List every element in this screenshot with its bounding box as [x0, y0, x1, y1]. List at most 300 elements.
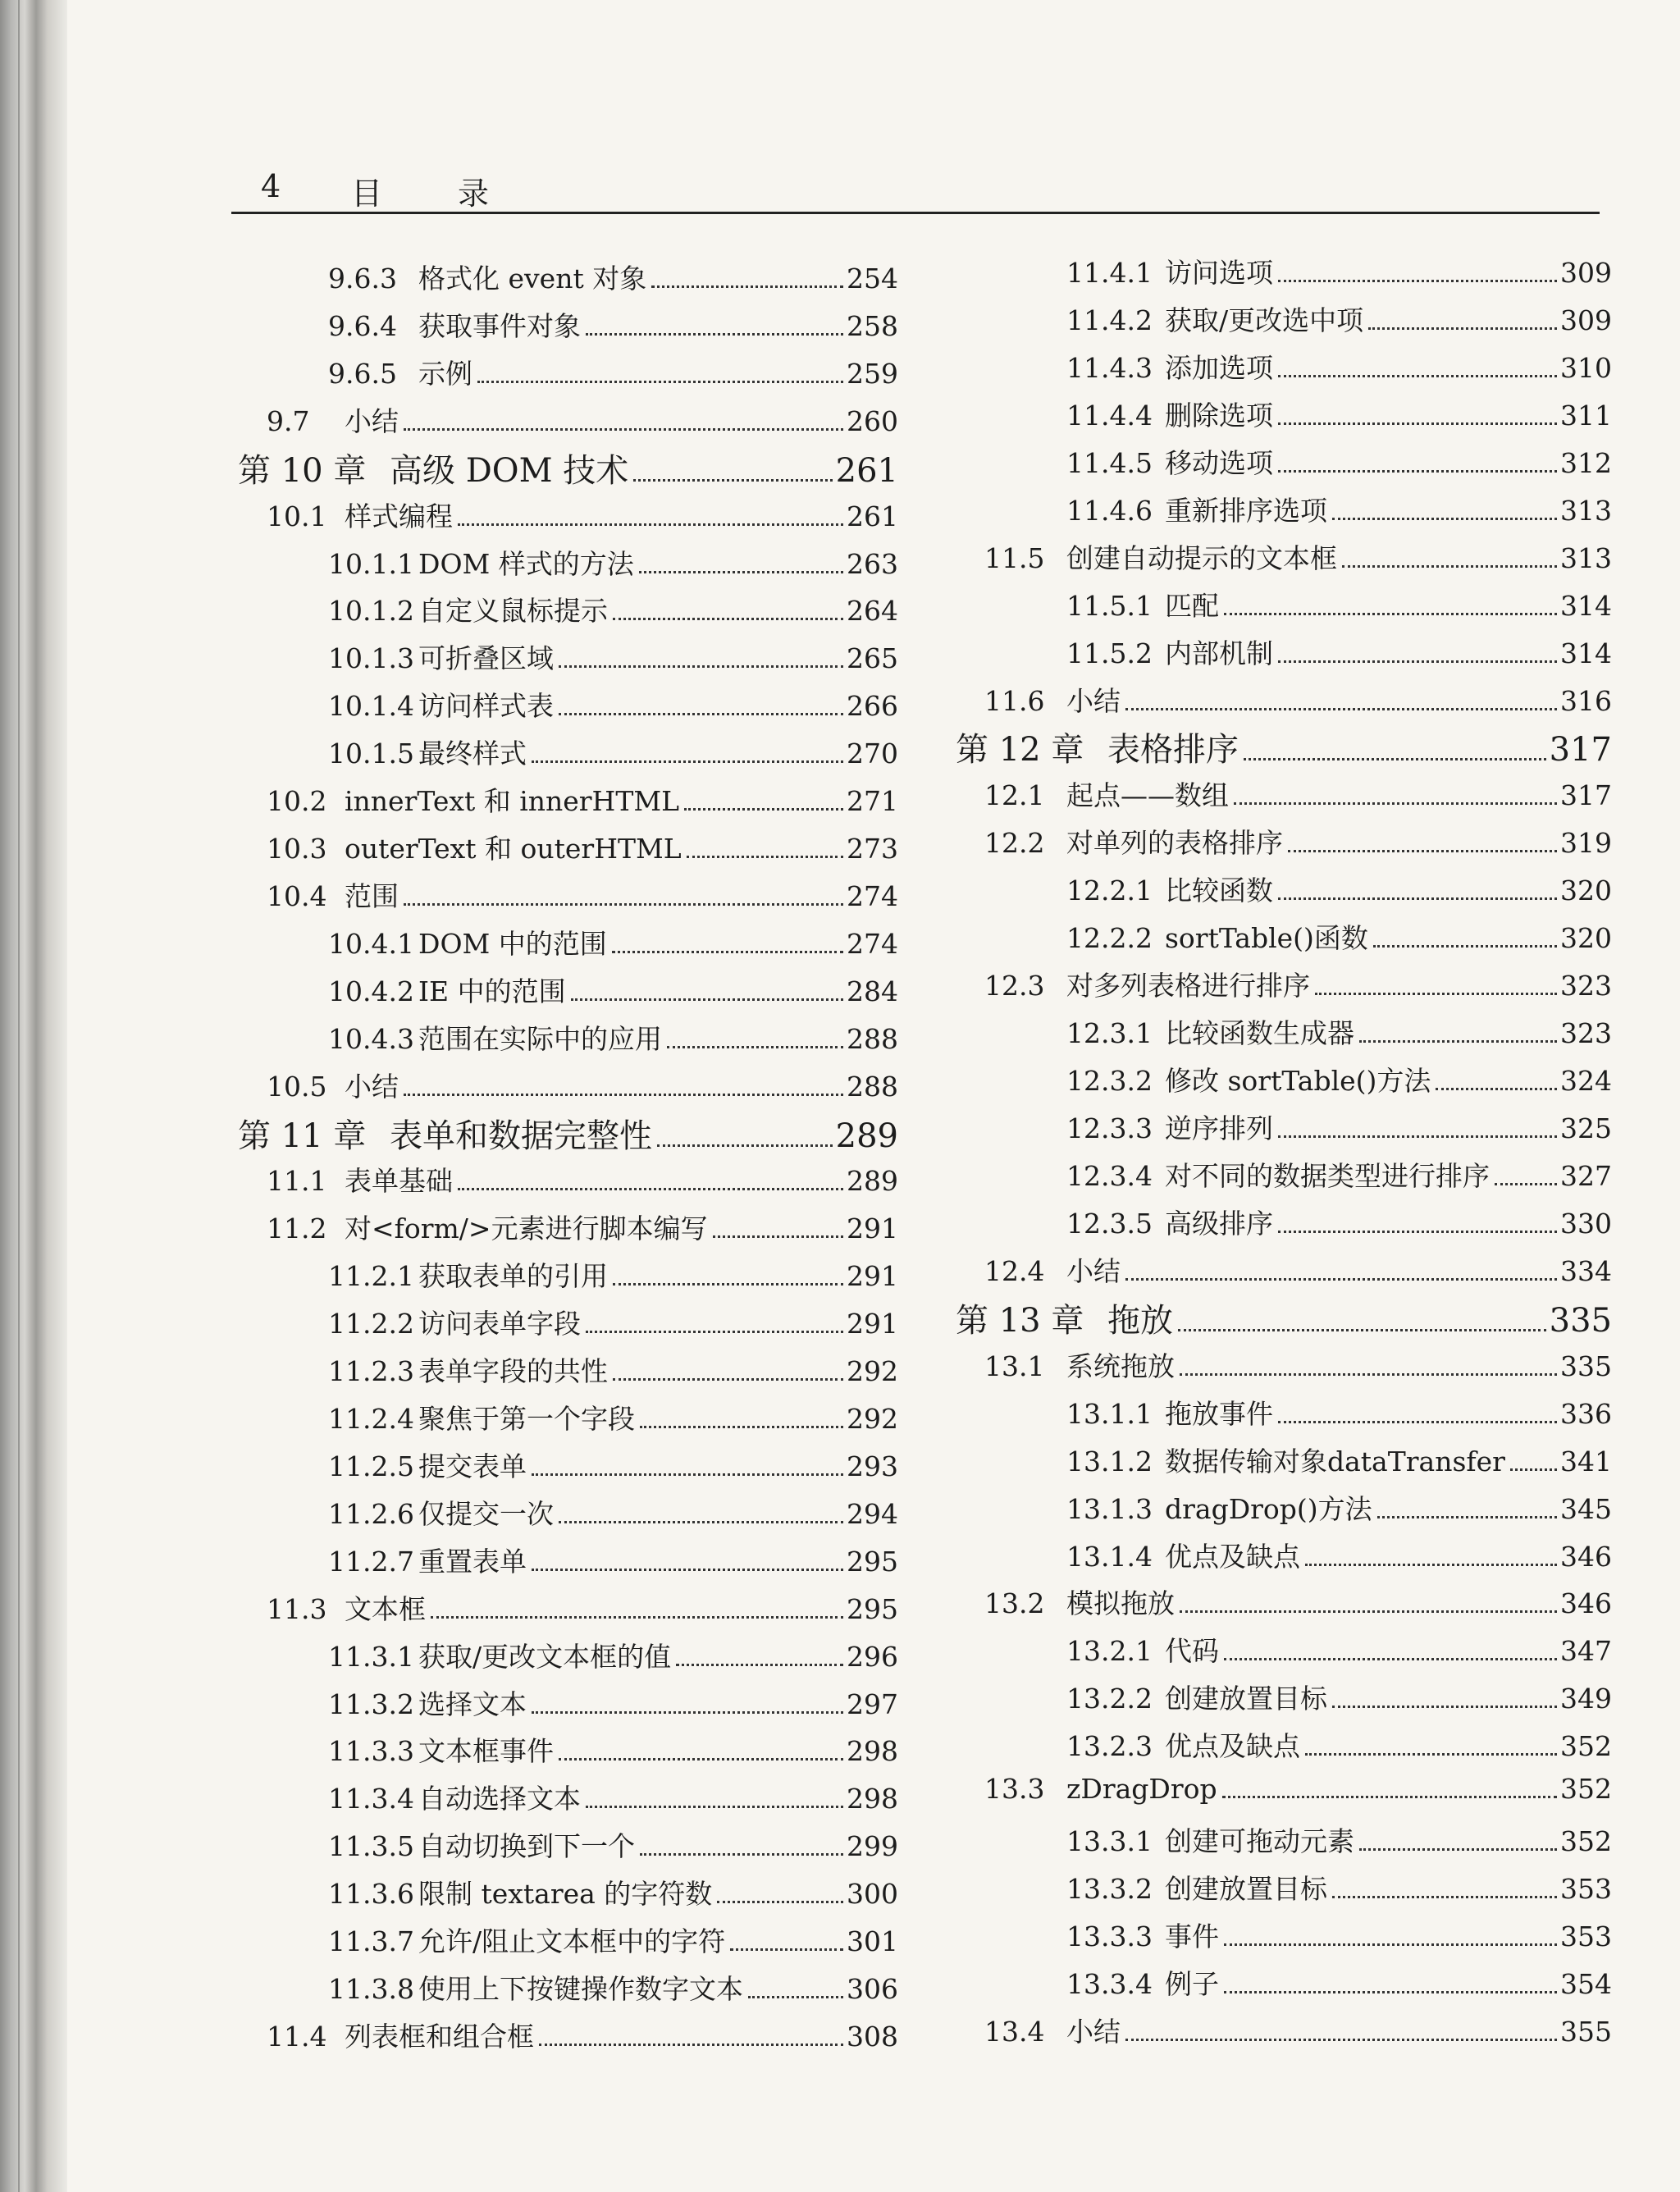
toc-entry-page: 295 — [847, 1592, 898, 1625]
toc-leader-dots — [431, 1616, 843, 1619]
toc-entry-number: 12.3.2 — [1066, 1065, 1153, 1098]
toc-entry — [328, 685, 898, 724]
toc-entry-page: 317 — [1560, 779, 1612, 812]
toc-entry-title: 聚焦于第一个字段 — [418, 1403, 635, 1436]
toc-entry-title: 小结 — [1066, 1254, 1121, 1287]
toc-entry-page: 274 — [847, 927, 898, 960]
toc-leader-dots — [1332, 1896, 1557, 1898]
toc-entry-page: 298 — [847, 1735, 898, 1768]
toc-leader-dots — [1510, 1468, 1557, 1471]
toc-entry-number: 12.4 — [984, 1254, 1045, 1287]
toc-entry-page: 297 — [847, 1687, 898, 1720]
toc-entry-page: 313 — [1560, 494, 1612, 527]
toc-entry-title: 允许/阻止文本框中的字符 — [418, 1925, 726, 1958]
toc-leader-dots — [1359, 1848, 1557, 1851]
toc-entry-number: 11.3.1 — [328, 1640, 414, 1673]
toc-entry-page: 260 — [847, 404, 898, 437]
toc-entry-title: 可折叠区域 — [418, 642, 554, 675]
toc-leader-dots — [1234, 802, 1557, 805]
toc-entry-title: 表单和数据完整性 — [390, 1117, 652, 1155]
toc-leader-dots — [1125, 1278, 1557, 1281]
toc-entry-page: 301 — [847, 1925, 898, 1958]
toc-entry — [1066, 1441, 1612, 1479]
toc-leader-dots — [539, 2044, 843, 2046]
toc-entry — [1066, 1155, 1612, 1194]
toc-entry-number: 10.4.1 — [328, 927, 414, 960]
toc-entry-page: 295 — [847, 1545, 898, 1578]
toc-entry-page: 309 — [1560, 304, 1612, 336]
toc-leader-dots — [571, 998, 843, 1001]
toc-entry-title: 自动选择文本 — [418, 1783, 581, 1815]
toc-entry-title: sortTable()函数 — [1165, 922, 1368, 955]
toc-entry-number: 11.1 — [267, 1165, 327, 1198]
toc-entry — [984, 1250, 1612, 1289]
toc-entry-page: 296 — [847, 1640, 898, 1673]
toc-entry-number: 10.1.5 — [328, 738, 414, 770]
toc-leader-dots — [1125, 2039, 1557, 2041]
toc-chapter-entry — [956, 1295, 1612, 1341]
toc-entry-page: 352 — [1560, 1825, 1612, 1858]
toc-entry-title: 限制 textarea 的字符数 — [418, 1878, 713, 1911]
book-binding-edge — [0, 0, 67, 2192]
toc-entry-number: 10.3 — [267, 833, 327, 865]
toc-leader-dots — [633, 479, 832, 482]
toc-leader-dots — [1377, 1516, 1557, 1518]
toc-entry-title: 高级排序 — [1165, 1207, 1273, 1240]
toc-leader-dots — [1224, 1658, 1557, 1660]
toc-entry-page: 291 — [847, 1212, 898, 1245]
toc-leader-dots — [586, 1806, 843, 1808]
toc-entry-page: 314 — [1560, 589, 1612, 622]
toc-entry-title: 使用上下按键操作数字文本 — [418, 1973, 743, 2006]
toc-entry-page: 314 — [1560, 637, 1612, 669]
toc-entry-title: 起点——数组 — [1066, 779, 1229, 812]
toc-leader-dots — [1278, 470, 1557, 473]
toc-entry-title: 创建自动提示的文本框 — [1066, 541, 1337, 574]
toc-entry-title: 小结 — [345, 404, 399, 437]
toc-leader-dots — [640, 1426, 843, 1428]
toc-entry-page: 288 — [847, 1022, 898, 1055]
toc-entry-number: 13.1.2 — [1066, 1445, 1153, 1477]
toc-leader-dots — [717, 1901, 843, 1903]
toc-entry-page: 300 — [847, 1878, 898, 1911]
toc-leader-dots — [613, 1378, 843, 1381]
toc-leader-dots — [651, 285, 843, 288]
toc-entry — [1066, 1203, 1612, 1241]
toc-entry — [1066, 1107, 1612, 1146]
toc-entry-page: 289 — [835, 1117, 898, 1155]
toc-entry — [1066, 1820, 1612, 1859]
toc-entry-page: 323 — [1560, 970, 1612, 1002]
toc-entry — [267, 828, 898, 866]
toc-leader-dots — [559, 1521, 843, 1523]
toc-leader-dots — [613, 1283, 843, 1286]
toc-entry-title: 列表框和组合框 — [345, 2021, 534, 2053]
toc-entry-title: 对多列表格进行排序 — [1066, 970, 1310, 1002]
toc-entry — [1066, 632, 1612, 671]
toc-entry-title: 重新排序选项 — [1165, 494, 1327, 527]
toc-entry-title: 移动选项 — [1165, 446, 1273, 479]
toc-entry — [1066, 442, 1612, 481]
toc-entry-page: 347 — [1560, 1635, 1612, 1668]
toc-entry — [1066, 1963, 1612, 2002]
toc-entry — [1066, 490, 1612, 528]
toc-entry-title: 代码 — [1165, 1635, 1219, 1668]
toc-entry-number: 11.4.4 — [1066, 399, 1153, 432]
toc-entry — [1066, 585, 1612, 623]
toc-entry-title: 格式化 event 对象 — [418, 263, 647, 295]
toc-entry-number: 11.3.4 — [328, 1783, 414, 1815]
toc-entry-number: 11.2.7 — [328, 1545, 414, 1578]
toc-entry-page: 274 — [847, 879, 898, 912]
toc-entry-page: 309 — [1560, 257, 1612, 289]
toc-leader-dots — [1224, 613, 1557, 615]
toc-entry-title: DOM 样式的方法 — [418, 547, 634, 580]
toc-entry — [328, 1920, 898, 1959]
toc-entry — [984, 1773, 1612, 1805]
toc-entry-page: 263 — [847, 547, 898, 580]
toc-entry — [267, 1160, 898, 1199]
toc-entry — [328, 1398, 898, 1436]
toc-entry-number: 13.2.1 — [1066, 1635, 1153, 1668]
toc-entry — [328, 1018, 898, 1057]
toc-entry-title: 选择文本 — [418, 1687, 527, 1720]
toc-entry — [984, 1582, 1612, 1621]
toc-entry-title: 仅提交一次 — [418, 1497, 554, 1530]
toc-entry-page: 261 — [835, 451, 898, 490]
toc-entry-number: 11.6 — [984, 684, 1045, 717]
toc-entry-title: 模拟拖放 — [1066, 1587, 1175, 1620]
toc-entry — [1066, 917, 1612, 956]
toc-entry-number: 11.5 — [984, 541, 1045, 574]
toc-entry — [1066, 1060, 1612, 1098]
toc-leader-dots — [404, 428, 843, 431]
toc-entry-number: 11.2.6 — [328, 1497, 414, 1530]
toc-entry-page: 306 — [847, 1973, 898, 2006]
toc-entry-number: 11.3.7 — [328, 1925, 414, 1958]
toc-entry — [1066, 299, 1612, 338]
toc-leader-dots — [1359, 1040, 1557, 1043]
toc-entry-title: 数据传输对象dataTransfer — [1165, 1445, 1505, 1477]
toc-entry-title: 获取事件对象 — [418, 309, 581, 342]
toc-entry-page: 298 — [847, 1783, 898, 1815]
toc-entry-number: 13.3.4 — [1066, 1968, 1153, 2001]
toc-entry — [984, 965, 1612, 1003]
toc-leader-dots — [1180, 1373, 1557, 1376]
toc-entry-title: 匹配 — [1165, 589, 1219, 622]
toc-entry-page: 352 — [1560, 1773, 1612, 1806]
toc-entry-title: innerText 和 innerHTML — [345, 785, 680, 818]
toc-leader-dots — [532, 1569, 843, 1571]
toc-entry — [1066, 1725, 1612, 1764]
toc-entry-page: 320 — [1560, 875, 1612, 907]
toc-entry-title: 最终样式 — [418, 738, 527, 770]
toc-entry-title: 比较函数 — [1165, 875, 1273, 907]
toc-entry-title: 访问选项 — [1165, 257, 1273, 289]
toc-leader-dots — [639, 571, 843, 573]
toc-entry-number: 12.3.3 — [1066, 1112, 1153, 1145]
toc-leader-dots — [676, 1664, 843, 1666]
toc-entry-number: 12.3.5 — [1066, 1207, 1153, 1240]
toc-entry — [1066, 1393, 1612, 1432]
toc-entry — [328, 1873, 898, 1911]
toc-entry-title: 拖放事件 — [1165, 1397, 1273, 1430]
toc-entry-number: 11.3.3 — [328, 1735, 414, 1768]
toc-entry-page: 324 — [1560, 1065, 1612, 1098]
toc-entry — [267, 2016, 898, 2054]
toc-leader-dots — [1495, 1183, 1557, 1185]
toc-entry-title: 系统拖放 — [1066, 1349, 1175, 1382]
toc-entry-title: 修改 sortTable()方法 — [1165, 1065, 1431, 1098]
toc-entry — [328, 1683, 898, 1722]
toc-entry-number: 11.4.6 — [1066, 494, 1153, 527]
toc-entry-title: dragDrop()方法 — [1165, 1492, 1372, 1525]
toc-entry-title: 添加选项 — [1165, 351, 1273, 384]
toc-leader-dots — [532, 1473, 843, 1476]
toc-entry — [1066, 1678, 1612, 1716]
toc-entry-title: 获取/更改选中项 — [1165, 304, 1364, 336]
toc-entry-page: 284 — [847, 975, 898, 1007]
toc-entry-title: 例子 — [1165, 1968, 1219, 2001]
toc-leader-dots — [1315, 993, 1557, 995]
toc-entry-title: 示例 — [418, 357, 472, 390]
toc-entry-title: 删除选项 — [1165, 399, 1273, 432]
toc-leader-dots — [713, 1235, 843, 1238]
toc-leader-dots — [559, 1758, 843, 1760]
toc-entry-number: 10.2 — [267, 785, 327, 818]
toc-entry-number: 11.2 — [267, 1212, 327, 1245]
toc-leader-dots — [1178, 1329, 1546, 1331]
toc-entry — [1066, 347, 1612, 386]
toc-entry-number: 11.4.3 — [1066, 351, 1153, 384]
toc-leader-dots — [559, 713, 843, 715]
toc-entry-number: 11.3.6 — [328, 1878, 414, 1911]
toc-entry-number: 11.2.3 — [328, 1355, 414, 1388]
toc-entry-title: 对单列的表格排序 — [1066, 827, 1283, 860]
toc-entry — [328, 1493, 898, 1532]
toc-entry-title: zDragDrop — [1066, 1773, 1217, 1806]
toc-entry-page: 311 — [1560, 399, 1612, 432]
toc-leader-dots — [730, 1948, 843, 1951]
toc-entry — [328, 1303, 898, 1341]
toc-entry-number: 13.4 — [984, 2016, 1045, 2048]
toc-entry-number: 12.2.1 — [1066, 875, 1153, 907]
toc-entry-number: 13.2.2 — [1066, 1683, 1153, 1715]
toc-entry-number: 第 10 章 — [238, 451, 367, 490]
toc-entry-title: outerText 和 outerHTML — [345, 833, 682, 865]
toc-entry-page: 317 — [1549, 731, 1612, 769]
toc-entry-title: 自动切换到下一个 — [418, 1830, 635, 1863]
toc-entry-number: 12.3.1 — [1066, 1017, 1153, 1050]
toc-entry — [328, 258, 898, 296]
toc-entry-number: 11.4.1 — [1066, 257, 1153, 289]
toc-entry-page: 325 — [1560, 1112, 1612, 1145]
toc-entry-number: 10.1.3 — [328, 642, 414, 675]
toc-entry-page: 352 — [1560, 1730, 1612, 1763]
toc-leader-dots — [1125, 708, 1557, 710]
toc-entry — [1066, 870, 1612, 908]
toc-entry-title: 提交表单 — [418, 1450, 527, 1482]
toc-entry-title: 优点及缺点 — [1165, 1540, 1300, 1573]
toc-leader-dots — [612, 951, 843, 953]
toc-entry-title: IE 中的范围 — [418, 975, 566, 1007]
toc-entry-page: 271 — [847, 785, 898, 818]
toc-entry-page: 294 — [847, 1497, 898, 1530]
toc-entry-title: 比较函数生成器 — [1165, 1017, 1354, 1050]
toc-entry — [328, 543, 898, 582]
toc-entry-page: 293 — [847, 1450, 898, 1482]
toc-entry-page: 291 — [847, 1308, 898, 1340]
toc-entry-title: 文本框 — [345, 1592, 426, 1625]
toc-leader-dots — [586, 1331, 843, 1333]
toc-entry-page: 254 — [847, 263, 898, 295]
toc-entry-page: 292 — [847, 1403, 898, 1436]
toc-leader-dots — [1288, 850, 1557, 852]
toc-leader-dots — [1278, 1421, 1557, 1423]
toc-entry-title: 对不同的数据类型进行排序 — [1165, 1159, 1490, 1192]
toc-leader-dots — [559, 665, 843, 668]
toc-entry-number: 10.4.2 — [328, 975, 414, 1007]
toc-entry-title: 高级 DOM 技术 — [390, 451, 629, 490]
toc-entry-title: 访问表单字段 — [418, 1308, 581, 1340]
toc-entry-number: 10.4.3 — [328, 1022, 414, 1055]
toc-entry-page: 335 — [1560, 1349, 1612, 1382]
toc-entry-number: 12.2 — [984, 827, 1045, 860]
toc-entry-number: 11.5.1 — [1066, 589, 1153, 622]
toc-entry-page: 334 — [1560, 1254, 1612, 1287]
toc-entry-page: 312 — [1560, 446, 1612, 479]
toc-entry-number: 10.1 — [267, 500, 327, 532]
toc-entry — [984, 1345, 1612, 1384]
toc-entry-title: 表格排序 — [1107, 731, 1239, 769]
toc-entry-title: 访问样式表 — [418, 690, 554, 723]
toc-entry — [267, 495, 898, 534]
toc-entry — [328, 733, 898, 771]
toc-leader-dots — [532, 1711, 843, 1714]
toc-entry — [1066, 1630, 1612, 1669]
toc-chapter-entry — [238, 445, 898, 491]
toc-entry — [1066, 1488, 1612, 1527]
toc-entry-page: 341 — [1560, 1445, 1612, 1477]
toc-entry-page: 308 — [847, 2021, 898, 2053]
toc-entry-title: 范围 — [345, 879, 399, 912]
toc-entry-number: 第 12 章 — [956, 731, 1084, 769]
toc-leader-dots — [1224, 1943, 1557, 1946]
toc-entry-number: 12.3.4 — [1066, 1159, 1153, 1192]
toc-entry-number: 12.3 — [984, 970, 1045, 1002]
toc-entry-title: 文本框事件 — [418, 1735, 554, 1768]
toc-entry-title: 创建可拖动元素 — [1165, 1825, 1354, 1858]
toc-entry-title: 自定义鼠标提示 — [418, 595, 608, 628]
toc-leader-dots — [1222, 1796, 1557, 1798]
toc-entry-number: 11.2.2 — [328, 1308, 414, 1340]
toc-entry-number: 10.5 — [267, 1070, 327, 1103]
toc-entry-page: 323 — [1560, 1017, 1612, 1050]
toc-entry-number: 9.7 — [267, 404, 310, 437]
toc-leader-dots — [613, 618, 843, 620]
toc-entry-number: 13.1.4 — [1066, 1540, 1153, 1573]
toc-leader-dots — [1278, 422, 1557, 425]
toc-entry — [267, 780, 898, 819]
toc-entry — [984, 2011, 1612, 2049]
toc-entry-title: 小结 — [1066, 2016, 1121, 2048]
toc-entry — [267, 1588, 898, 1627]
toc-entry-number: 11.3.5 — [328, 1830, 414, 1863]
toc-entry — [328, 1541, 898, 1579]
toc-entry-page: 258 — [847, 309, 898, 342]
toc-entry-page: 259 — [847, 357, 898, 390]
toc-entry-number: 13.2 — [984, 1587, 1045, 1620]
toc-leader-dots — [458, 523, 843, 526]
toc-entry-page: 292 — [847, 1355, 898, 1388]
toc-entry-page: 313 — [1560, 541, 1612, 574]
toc-entry — [328, 637, 898, 676]
toc-entry-number: 13.3 — [984, 1773, 1045, 1806]
toc-leader-dots — [1342, 565, 1557, 568]
toc-entry-number: 12.1 — [984, 779, 1045, 812]
toc-entry — [1066, 1536, 1612, 1574]
toc-entry-number: 13.1 — [984, 1349, 1045, 1382]
toc-entry — [328, 353, 898, 391]
toc-entry-title: 表单字段的共性 — [418, 1355, 608, 1388]
toc-entry-title: 对<form/>元素进行脚本编写 — [345, 1212, 708, 1245]
header-title-char-2: 录 — [458, 176, 490, 212]
toc-entry — [1066, 1868, 1612, 1907]
toc-leader-dots — [1368, 327, 1557, 330]
toc-entry-title: 内部机制 — [1165, 637, 1273, 669]
toc-entry — [328, 1445, 898, 1484]
toc-entry-page: 345 — [1560, 1492, 1612, 1525]
toc-entry-title: 事件 — [1165, 1920, 1219, 1953]
toc-entry-number: 10.1.1 — [328, 547, 414, 580]
toc-chapter-entry — [238, 1110, 898, 1157]
toc-leader-dots — [657, 1144, 833, 1147]
toc-entry-number: 13.1.1 — [1066, 1397, 1153, 1430]
toc-entry — [1066, 1916, 1612, 1954]
toc-entry-page: 327 — [1560, 1159, 1612, 1192]
toc-leader-dots — [684, 808, 843, 811]
toc-chapter-entry — [956, 724, 1612, 770]
toc-entry-page: 299 — [847, 1830, 898, 1863]
header-title-char-1: 目 — [351, 176, 383, 212]
toc-entry-page: 346 — [1560, 1540, 1612, 1573]
toc-entry — [328, 923, 898, 961]
toc-leader-dots — [1278, 375, 1557, 377]
toc-leader-dots — [1436, 1088, 1557, 1090]
toc-entry-number: 11.4.2 — [1066, 304, 1153, 336]
toc-entry — [328, 1825, 898, 1864]
toc-entry-page: 335 — [1549, 1301, 1612, 1340]
toc-entry — [328, 305, 898, 344]
toc-entry — [267, 875, 898, 914]
toc-entry — [267, 400, 898, 439]
toc-entry-page: 288 — [847, 1070, 898, 1103]
toc-leader-dots — [1278, 897, 1557, 900]
toc-entry-number: 13.3.2 — [1066, 1873, 1153, 1906]
toc-entry-title: 拖放 — [1107, 1301, 1173, 1340]
toc-entry-title: 获取/更改文本框的值 — [418, 1640, 672, 1673]
toc-entry-number: 13.3.3 — [1066, 1920, 1153, 1953]
toc-entry-title: 样式编程 — [345, 500, 453, 532]
toc-leader-dots — [687, 856, 843, 858]
toc-entry-title: 范围在实际中的应用 — [418, 1022, 662, 1055]
toc-leader-dots — [1305, 1753, 1557, 1756]
toc-entry-title: 创建放置目标 — [1165, 1683, 1327, 1715]
toc-entry — [328, 1636, 898, 1674]
toc-entry-title: DOM 中的范围 — [418, 927, 607, 960]
toc-entry — [328, 1255, 898, 1294]
toc-entry-page: 291 — [847, 1260, 898, 1293]
